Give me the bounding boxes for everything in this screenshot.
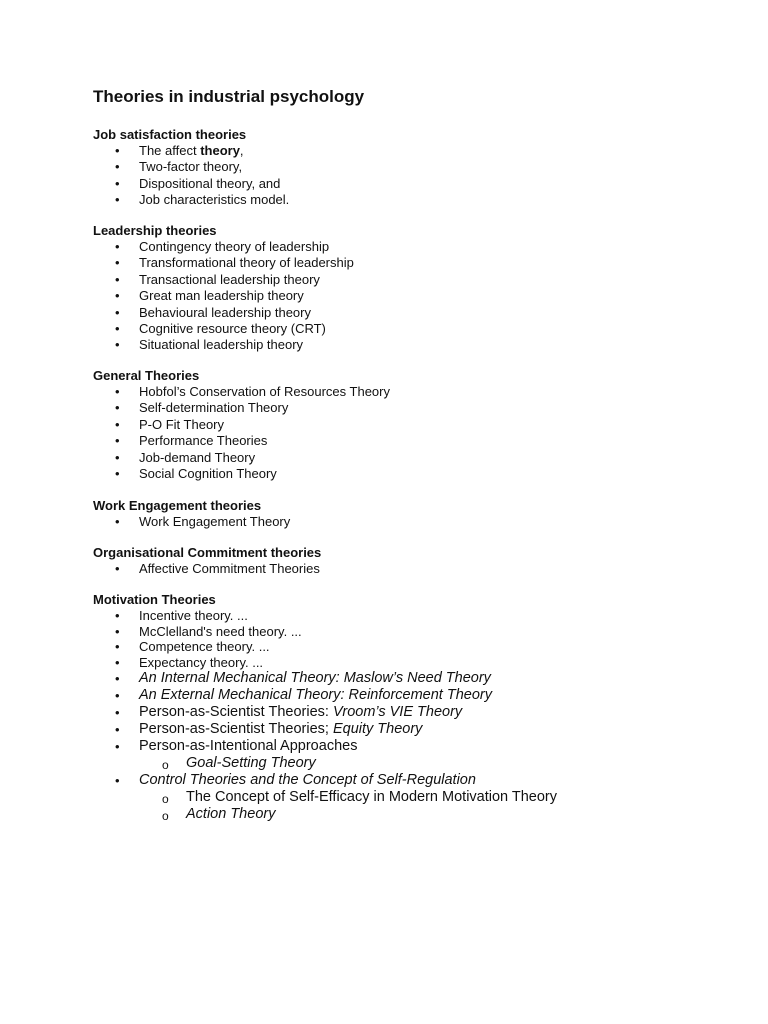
list-item: • Hobfol’s Conservation of Resources Theory — [115, 384, 390, 399]
list-item: • Social Cognition Theory — [115, 466, 277, 482]
bullet-icon: • — [115, 608, 120, 623]
list-item: • Cognitive resource theory (CRT) — [115, 321, 326, 337]
list-item: • Behavioural leadership theory — [115, 304, 311, 320]
bullet-icon: • — [115, 654, 120, 670]
list-item: • Situational leadership theory — [115, 337, 304, 353]
bullet-icon: • — [115, 739, 120, 755]
bullet-icon: • — [115, 337, 120, 353]
bullet-icon: • — [115, 773, 120, 789]
list-item: • Two-factor theory, — [115, 159, 243, 175]
bullet-icon: • — [115, 143, 120, 158]
list-item: • Performance Theories — [115, 433, 268, 449]
bullet-icon: • — [115, 175, 120, 191]
list-item: • Expectancy theory. ... — [115, 654, 264, 670]
bullet-icon: • — [115, 688, 120, 704]
section-heading: General Theories — [93, 368, 200, 383]
list-item: • Work Engagement Theory — [115, 514, 291, 529]
bullet-icon: • — [115, 514, 120, 529]
section-motivation — [93, 591, 557, 823]
bullet-icon: • — [115, 449, 120, 465]
bullet-icon: • — [115, 671, 120, 687]
circle-bullet-icon: o — [162, 758, 169, 773]
bullet-icon: • — [115, 561, 120, 576]
list-item: • Person-as-Scientist Theories: Vroom’s VIE Theory — [115, 704, 463, 721]
bullet-icon: • — [115, 433, 120, 449]
list-item: • Great man leadership theory — [115, 288, 304, 304]
bullet-icon: • — [115, 639, 120, 655]
bullet-icon: • — [115, 416, 120, 432]
list-item: • Contingency theory of leadership — [115, 239, 330, 254]
bullet-icon: • — [115, 722, 120, 738]
list-item: • Incentive theory. ... — [115, 608, 248, 623]
bullet-icon: • — [115, 623, 120, 639]
bullet-list — [93, 384, 390, 482]
list-item: • Job-demand Theory — [115, 449, 256, 465]
bullet-icon: • — [115, 239, 120, 254]
list-item: • An Internal Mechanical Theory: Maslow’s Need Theory — [115, 670, 491, 687]
list-item: • Self-determination Theory — [115, 400, 289, 416]
list-item: • An External Mechanical Theory: Reinforcement Theory — [115, 687, 492, 704]
section-leadership — [93, 222, 354, 354]
section-general — [93, 367, 390, 482]
bullet-icon: • — [115, 304, 120, 320]
section-organisational-commitment — [93, 544, 321, 577]
section-heading: Work Engagement theories — [93, 498, 262, 513]
list-item: • Person-as-Scientist Theories; Equity Theory — [115, 721, 423, 738]
circle-bullet-icon: o — [162, 809, 169, 824]
bullet-icon: • — [115, 466, 120, 482]
bullet-list — [93, 239, 354, 354]
section-heading: Leadership theories — [93, 223, 217, 238]
bullet-icon: • — [115, 271, 120, 287]
bullet-icon: • — [115, 288, 120, 304]
sub-list — [93, 789, 557, 823]
bullet-icon: • — [115, 159, 120, 175]
list-item: • The affect theory, — [115, 143, 244, 158]
list-item: • Transformational theory of leadership — [115, 255, 354, 271]
list-item: • P-O Fit Theory — [115, 416, 225, 432]
circle-bullet-icon: o — [162, 792, 169, 807]
sub-list-item: o Goal-Setting Theory — [162, 755, 316, 773]
list-item: • Transactional leadership theory — [115, 271, 320, 287]
bullet-list — [93, 772, 557, 789]
section-job-satisfaction — [93, 126, 289, 209]
section-heading: Job satisfaction theories — [93, 127, 247, 142]
bullet-list — [93, 561, 321, 577]
section-heading: Organisational Commitment theories — [93, 545, 322, 560]
bullet-list — [93, 514, 290, 530]
list-item: • McClelland's need theory. ... — [115, 623, 302, 639]
bullet-icon: • — [115, 705, 120, 721]
bullet-icon: • — [115, 384, 120, 399]
list-item: • Control Theories and the Concept of Self-Regulation — [115, 772, 476, 789]
section-heading: Motivation Theories — [93, 592, 216, 607]
list-item: • Affective Commitment Theories — [115, 561, 320, 576]
bullet-icon: • — [115, 255, 120, 271]
page-title: Theories in industrial psychology — [93, 87, 365, 106]
bullet-list — [93, 143, 289, 209]
bullet-icon: • — [115, 400, 120, 416]
list-item: • Dispositional theory, and — [115, 175, 281, 191]
list-item: • Person-as-Intentional Approaches — [115, 738, 358, 755]
sub-list-item: o The Concept of Self-Efficacy in Modern Motivation Theory — [162, 789, 558, 807]
list-item: • Competence theory. ... — [115, 639, 270, 655]
bullet-icon: • — [115, 321, 120, 337]
section-work-engagement — [93, 497, 290, 530]
bullet-icon: • — [115, 192, 120, 208]
bullet-list — [93, 608, 557, 755]
list-item: • Job characteristics model. — [115, 192, 290, 208]
sub-list — [93, 755, 557, 772]
sub-list-item: o Action Theory — [162, 806, 276, 824]
